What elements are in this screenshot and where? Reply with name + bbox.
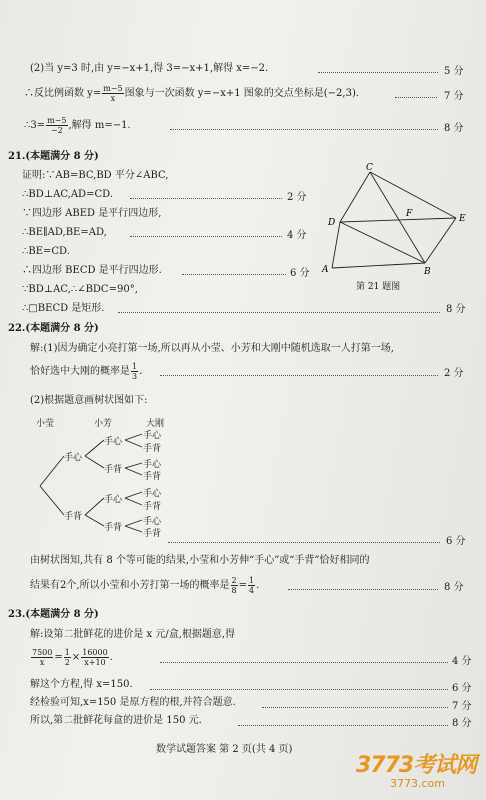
score: 7 分 bbox=[444, 91, 464, 102]
dot-leader bbox=[160, 375, 438, 376]
score: 2 分 bbox=[287, 192, 307, 203]
tree-leaf: 手背 bbox=[143, 529, 162, 539]
question-22-heading: 22.(本题满分 8 分) bbox=[8, 323, 99, 334]
fraction: $\frac{1}{3}$ bbox=[132, 362, 138, 381]
fraction: $\frac{2}{8}$ bbox=[231, 576, 237, 595]
tree-node: 手背 bbox=[104, 465, 123, 475]
point-label: F bbox=[406, 209, 413, 219]
tree-leaf: 手心 bbox=[143, 489, 162, 499]
dot-leader bbox=[170, 129, 438, 130]
score: 8 分 bbox=[446, 304, 466, 315]
solution-line: 由树状图知,共有 8 个等可能的结果,小莹和小芳伸“手心”或“手背”恰好相同的 bbox=[30, 555, 370, 566]
watermark-url: 3773.com bbox=[390, 777, 445, 790]
equation-line: $\frac{7500}{x}$ = $\frac{1}{2}$ × $\frac{16000}{x+10}$ . bbox=[32, 648, 113, 667]
solution-line: 经检验可知,x=150 是原方程的根,并符合题意. bbox=[30, 697, 236, 708]
score: 6 分 bbox=[446, 536, 466, 547]
solution-line: 结果有2个,所以小莹和小芳打第一场的概率是 $\frac{2}{8}$ = $\frac{1}{4}$ . bbox=[30, 576, 260, 595]
tree-node: 手心 bbox=[64, 453, 83, 463]
tree-node: 手背 bbox=[104, 523, 123, 533]
figure-caption: 第 21 题图 bbox=[356, 282, 401, 292]
tree-node: 手背 bbox=[64, 512, 83, 522]
tree-diagram-lines bbox=[0, 420, 200, 550]
tree-node: 手心 bbox=[104, 495, 123, 505]
score: 2 分 bbox=[444, 368, 464, 379]
score: 8 分 bbox=[452, 718, 472, 729]
tree-header: 大刚 bbox=[146, 419, 165, 429]
point-label: C bbox=[366, 163, 373, 173]
score: 6 分 bbox=[452, 683, 472, 694]
line-intersection: ∴反比例函数 y= $\frac{m-5}{x}$ 图象与一次函数 y=−x+1 图象的交点坐标是(−2,3). bbox=[24, 84, 360, 103]
solution-line: 解:(1)因为确定小亮打第一场,所以再从小莹、小芳和大刚中随机选取一人打第一场, bbox=[30, 343, 394, 354]
geometry-figure-21 bbox=[318, 160, 478, 290]
tree-leaf: 手背 bbox=[143, 472, 162, 482]
proof-line: ∴BD⊥AC,AD=CD. bbox=[22, 189, 113, 200]
tree-header: 小芳 bbox=[94, 419, 113, 429]
dot-leader bbox=[118, 312, 440, 313]
dot-leader bbox=[150, 689, 448, 690]
score: 4 分 bbox=[452, 656, 472, 667]
fraction: $\frac{1}{2}$ bbox=[64, 648, 70, 667]
tree-leaf: 手背 bbox=[143, 444, 162, 454]
proof-line: ∴四边形 BECD 是平行四边形. bbox=[22, 265, 162, 276]
dot-leader bbox=[288, 589, 438, 590]
score: 8 分 bbox=[444, 123, 464, 134]
question-23-heading: 23.(本题满分 8 分) bbox=[8, 609, 99, 620]
proof-line: ∴BE∥AD,BE=AD, bbox=[22, 227, 107, 238]
dot-leader bbox=[130, 198, 282, 199]
fraction: $\frac{1}{4}$ bbox=[249, 576, 255, 595]
proof-line: ∴□BECD 是矩形. bbox=[22, 303, 105, 314]
tree-leaf: 手心 bbox=[143, 517, 162, 527]
tree-node: 手心 bbox=[104, 437, 123, 447]
solution-line: 解:设第二批鲜花的进价是 x 元/盒,根据题意,得 bbox=[30, 629, 236, 640]
tree-leaf: 手心 bbox=[143, 431, 162, 441]
score: 6 分 bbox=[290, 268, 310, 279]
question-21-heading: 21.(本题满分 8 分) bbox=[8, 151, 99, 162]
fraction: $\frac{7500}{x}$ bbox=[32, 648, 53, 667]
line-part2: (2)当 y=3 时,由 y=−x+1,得 3=−x+1,解得 x=−2. bbox=[30, 63, 269, 74]
score: 4 分 bbox=[287, 230, 307, 241]
dot-leader bbox=[318, 72, 438, 73]
solution-line: 解这个方程,得 x=150. bbox=[30, 679, 133, 690]
score: 8 分 bbox=[444, 582, 464, 593]
dot-leader bbox=[160, 662, 448, 663]
line-solve-m: ∴3= $\frac{m-5}{-2}$ ,解得 m=−1. bbox=[24, 116, 131, 135]
tree-leaf: 手背 bbox=[143, 502, 162, 512]
dot-leader bbox=[262, 707, 448, 708]
point-label: D bbox=[328, 218, 336, 228]
point-label: A bbox=[322, 265, 329, 275]
fraction: $\frac{m-5}{-2}$ bbox=[47, 116, 67, 135]
tree-leaf: 手心 bbox=[143, 460, 162, 470]
solution-line: (2)根据题意画树状图如下: bbox=[30, 395, 148, 406]
score: 5 分 bbox=[444, 66, 464, 77]
dot-leader bbox=[168, 542, 440, 543]
proof-line: 证明:∵AB=BC,BD 平分∠ABC, bbox=[22, 170, 169, 181]
proof-line: ∴BE=CD. bbox=[22, 246, 70, 257]
point-label: E bbox=[459, 214, 466, 224]
watermark-logo: 3773考试网 bbox=[356, 753, 477, 778]
page-footer: 数学试题答案 第 2 页(共 4 页) bbox=[156, 744, 293, 755]
point-label: B bbox=[424, 267, 431, 277]
tree-header: 小莹 bbox=[36, 419, 55, 429]
dot-leader bbox=[182, 274, 286, 275]
solution-line: 恰好选中大刚的概率是 $\frac{1}{3}$ . bbox=[30, 362, 143, 381]
dot-leader bbox=[395, 97, 437, 98]
score: 7 分 bbox=[452, 701, 472, 712]
dot-leader bbox=[238, 725, 448, 726]
dot-leader bbox=[130, 236, 282, 237]
fraction: $\frac{m-5}{x}$ bbox=[103, 84, 123, 103]
solution-line: 所以,第二批鲜花每盒的进价是 150 元. bbox=[30, 715, 202, 726]
proof-line: ∵四边形 ABED 是平行四边形, bbox=[22, 208, 162, 219]
fraction: $\frac{16000}{x+10}$ bbox=[82, 648, 108, 667]
proof-line: ∵BD⊥AC,∴∠BDC=90°, bbox=[22, 284, 138, 295]
